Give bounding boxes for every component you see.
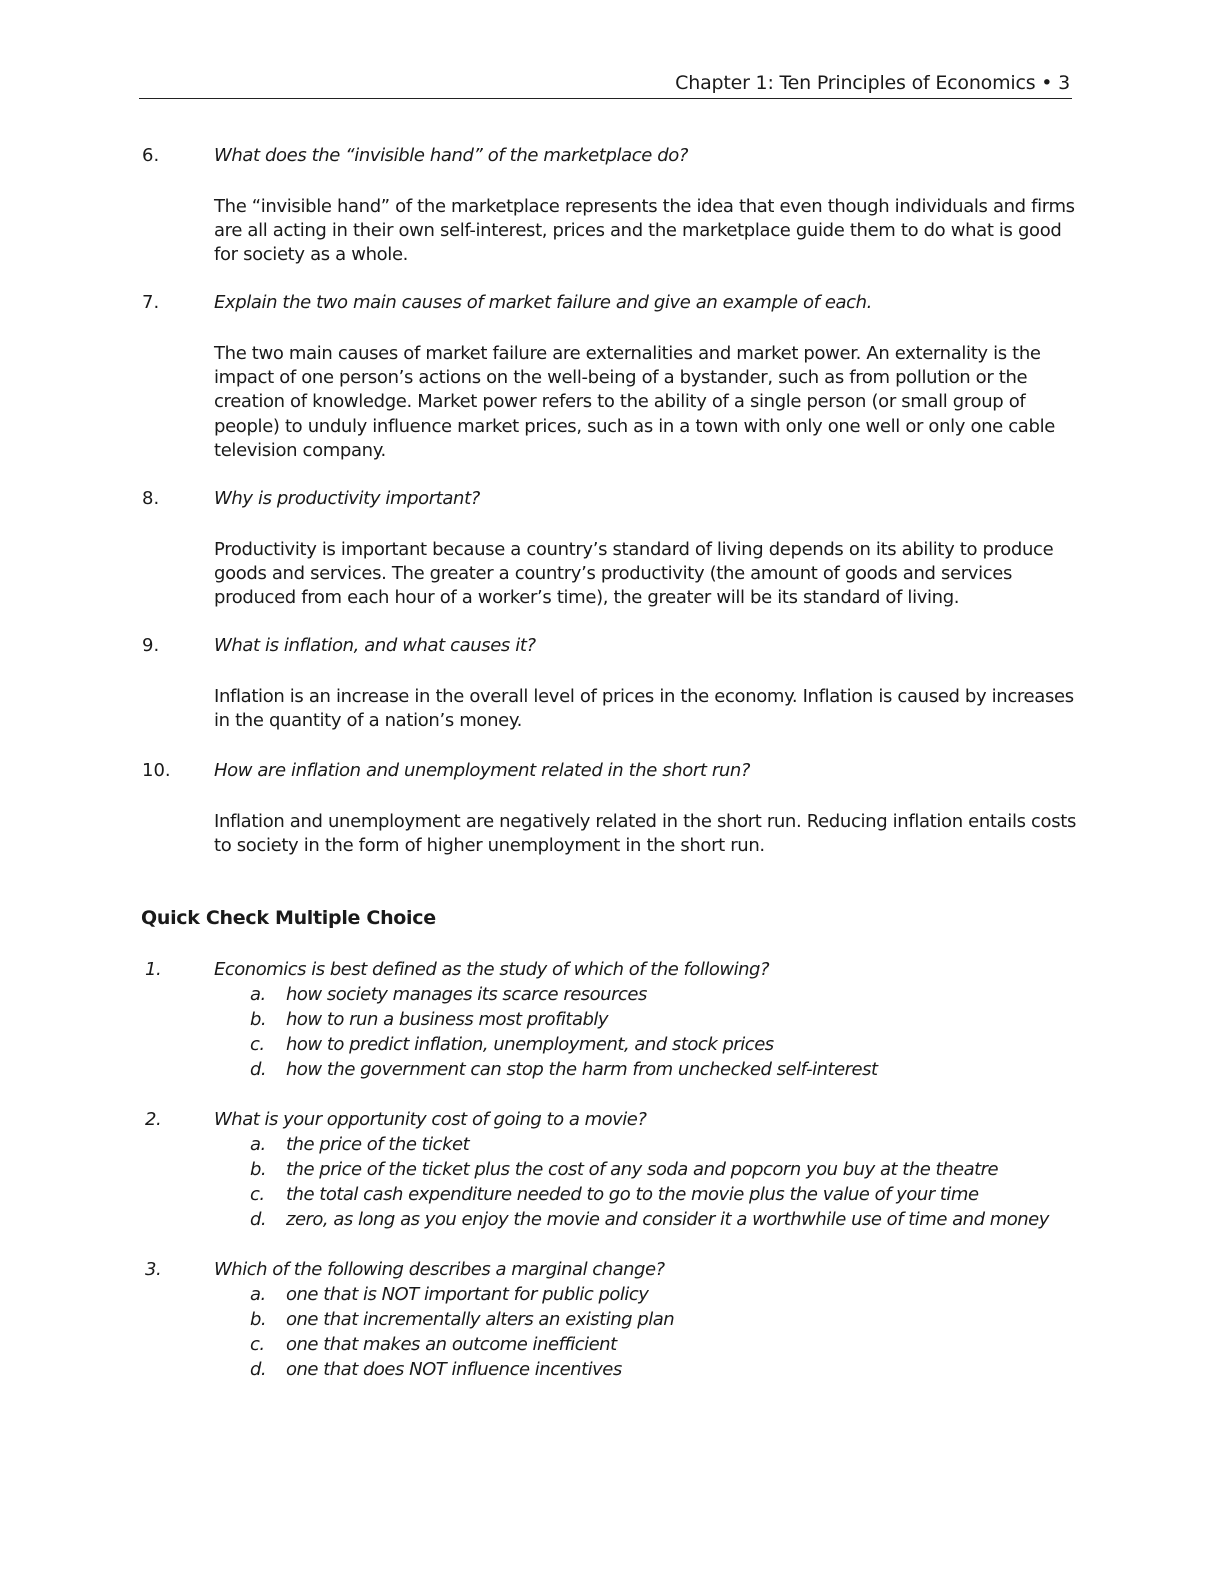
question-number: 6. xyxy=(142,145,160,166)
option-letter: c. xyxy=(250,1184,265,1205)
option-letter: b. xyxy=(250,1009,267,1030)
question-text: What does the “invisible hand” of the marketplace do? xyxy=(214,145,688,166)
question-number: 7. xyxy=(142,292,160,313)
question-number: 8. xyxy=(142,488,160,509)
option-letter: a. xyxy=(250,984,266,1005)
option-text: how society manages its scarce resources xyxy=(286,984,647,1005)
mcq-question: What is your opportunity cost of going to a movie? xyxy=(214,1109,647,1130)
option-text: one that does NOT influence incentives xyxy=(286,1359,622,1380)
option-letter: d. xyxy=(250,1209,267,1230)
question-number: 9. xyxy=(142,635,160,656)
mcq-question: Economics is best defined as the study of which of the following? xyxy=(214,959,770,980)
mcq-option xyxy=(250,1309,674,1330)
question-text: How are inflation and unemployment related in the short run? xyxy=(214,760,751,781)
option-text: one that incrementally alters an existing plan xyxy=(286,1309,675,1330)
option-text: one that is NOT important for public policy xyxy=(286,1284,649,1305)
mcq-question: Which of the following describes a marginal change? xyxy=(214,1259,665,1280)
option-letter: d. xyxy=(250,1359,267,1380)
mcq-option xyxy=(250,1359,622,1380)
question-text: Explain the two main causes of market failure and give an example of each. xyxy=(214,292,872,313)
answer-text: Inflation is an increase in the overall level of prices in the economy. Inflation is caused by increases in the quantity of a nation’s money. xyxy=(214,686,1074,732)
answer-text: The two main causes of market failure are externalities and market power. An externality is the impact of one person’s actions on the well-being of a bystander, such as from pollution or the creation of knowledge. Market power refers to the ability of a single person (or small group of people) to unduly influence market prices, such as in a town with only one well or only one cable television company. xyxy=(214,343,1055,461)
option-letter: a. xyxy=(250,1134,266,1155)
mcq-option xyxy=(250,1159,998,1180)
mcq-option xyxy=(250,984,647,1005)
option-text: the total cash expenditure needed to go to the movie plus the value of your time xyxy=(286,1184,979,1205)
question-number: 10. xyxy=(142,760,171,781)
section-title: Quick Check Multiple Choice xyxy=(141,907,436,929)
mcq-number: 3. xyxy=(145,1259,162,1280)
question-text: Why is productivity important? xyxy=(214,488,480,509)
option-letter: c. xyxy=(250,1034,265,1055)
option-letter: c. xyxy=(250,1334,265,1355)
option-text: how to predict inflation, unemployment, and stock prices xyxy=(286,1034,774,1055)
page-header xyxy=(139,70,1072,99)
answer-text: The “invisible hand” of the marketplace represents the idea that even though individuals and firms are all acting in their own self-interest, prices and the marketplace guide them to do what is good for society as a whole. xyxy=(214,196,1075,266)
option-text: how the government can stop the harm from unchecked self-interest xyxy=(286,1059,878,1080)
mcq-option xyxy=(250,1209,1049,1230)
option-text: zero, as long as you enjoy the movie and consider it a worthwhile use of time and money xyxy=(286,1209,1049,1230)
mcq-option xyxy=(250,1284,648,1305)
mcq-option xyxy=(250,1184,979,1205)
mcq-option xyxy=(250,1009,608,1030)
mcq-option xyxy=(250,1134,469,1155)
option-text: the price of the ticket plus the cost of any soda and popcorn you buy at the theatre xyxy=(286,1159,999,1180)
mcq-option xyxy=(250,1334,617,1355)
option-text: one that makes an outcome inefficient xyxy=(286,1334,617,1355)
mcq-number: 1. xyxy=(145,959,162,980)
question-text: What is inflation, and what causes it? xyxy=(214,635,536,656)
option-letter: d. xyxy=(250,1059,267,1080)
mcq-option xyxy=(250,1034,774,1055)
mcq-option xyxy=(250,1059,878,1080)
header-text: Chapter 1: Ten Principles of Economics • 3 xyxy=(675,72,1070,94)
option-text: how to run a business most profitably xyxy=(286,1009,609,1030)
answer-text: Inflation and unemployment are negatively related in the short run. Reducing inflation entails costs to society in the form of higher unemployment in the short run. xyxy=(214,811,1076,857)
option-letter: a. xyxy=(250,1284,266,1305)
answer-text: Productivity is important because a country’s standard of living depends on its ability to produce goods and services. The greater a country’s productivity (the amount of goods and services produced from each hour of a worker’s time), the greater will be its standard of living. xyxy=(214,539,1054,609)
option-letter: b. xyxy=(250,1309,267,1330)
option-letter: b. xyxy=(250,1159,267,1180)
option-text: the price of the ticket xyxy=(286,1134,470,1155)
mcq-number: 2. xyxy=(145,1109,162,1130)
